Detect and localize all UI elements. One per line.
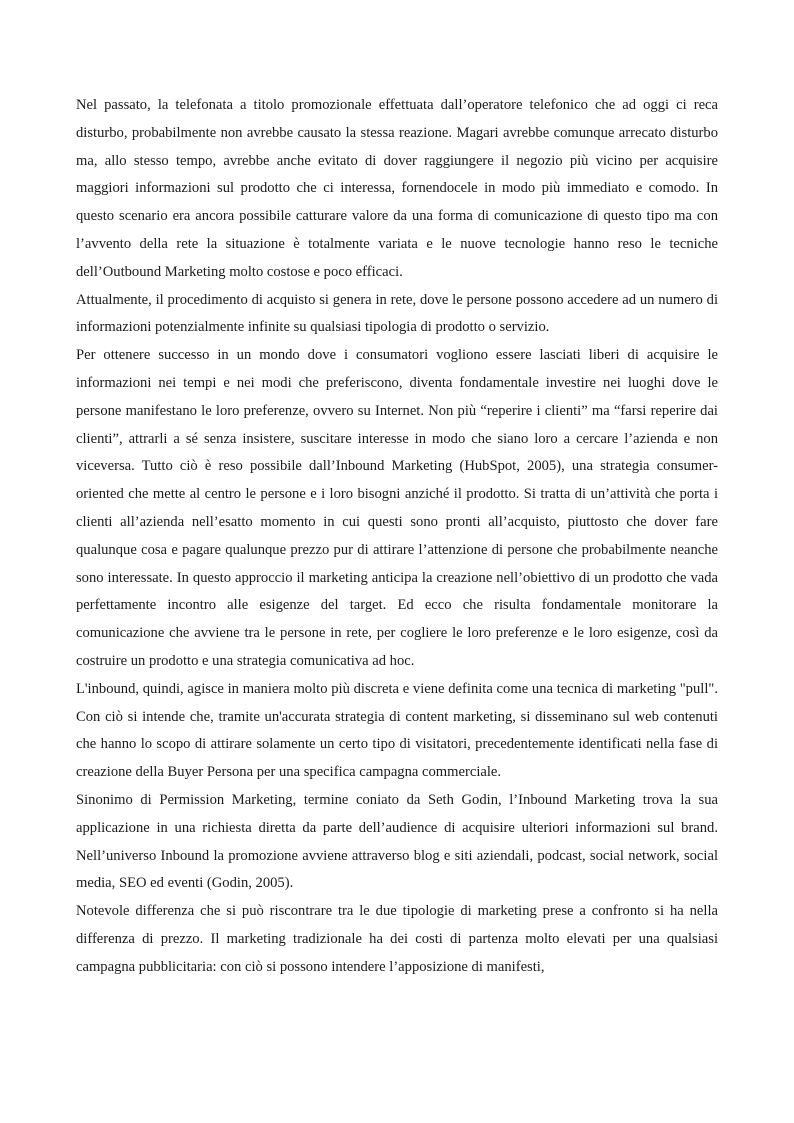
paragraph-outbound-history: Nel passato, la telefonata a titolo promozionale effettuata dall’operatore telefonico che ad oggi ci reca disturbo, probabilmente non avrebbe causato la stessa reazione. Magari avrebbe comunque arrecato disturbo ma, allo stesso tempo, avrebbe anche evitato di dover raggiungere il negozio più vicino per acquisire maggiori informazioni sul prodotto che ci interessa, fornendocele in modo più immediato e comodo. In questo scenario era ancora possibile catturare valore da una forma di comunicazione di questo tipo ma con l’avvento della rete la situazione è totalmente variata e le nuove tecnologie hanno reso le tecniche dell’Outbound Marketing molto costose e poco efficaci. xyxy=(76,97,718,280)
paragraph-online-purchase: Attualmente, il procedimento di acquisto si genera in rete, dove le persone possono accedere ad un numero di informazioni potenzialmente infinite su qualsiasi tipologia di prodotto o servizio. xyxy=(76,291,718,336)
paragraph-inbound-marketing: Per ottenere successo in un mondo dove i consumatori vogliono essere lasciati liberi di acquisire le informazioni nei tempi e nei modi che preferiscono, diventa fondamentale investire nei luoghi dove le persone manifestano le loro preferenze, ovvero su Internet. Non più “reperire i clienti” ma “farsi reperire dai clienti”, attrarli a sé senza insistere, suscitare interesse in modo che siano loro a cercare l’azienda e non viceversa. Tutto ciò è reso possibile dall’Inbound Marketing (HubSpot, 2005), una strategia consumer-oriented che mette al centro le persone e i loro bisogni anziché il prodotto. Si tratta di un’attività che porta i clienti all’azienda nell’esatto momento in cui questi sono pronti all’acquisto, piuttosto che dover fare qualunque cosa e pagare qualunque prezzo pur di attirare l’attenzione di persone che probabilmente neanche sono interessate. In questo approccio il marketing anticipa la creazione nell’obiettivo di un prodotto che vada perfettamente incontro alle esigenze del target. Ed ecco che risulta fondamentale monitorare la comunicazione che avviene tra le persone in rete, per cogliere le loro preferenze e le loro esigenze, così da costruire un prodotto e una strategia comunicativa ad hoc. xyxy=(76,347,718,669)
paragraph-price-difference: Notevole differenza che si può riscontrare tra le due tipologie di marketing prese a confronto si ha nella differenza di prezzo. Il marketing tradizionale ha dei costi di partenza molto elevati per una qualsiasi campagna pubblicitaria: con ciò si possono intendere l’apposizione di manifesti, xyxy=(76,903,718,975)
paragraph-pull-marketing: L'inbound, quindi, agisce in maniera molto più discreta e viene definita come una tecnica di marketing "pull". Con ciò si intende che, tramite un'accurata strategia di content marketing, si disseminano sul web contenuti che hanno lo scopo di attirare solamente un certo tipo di visitatori, precedentemente identificati nella fase di creazione della Buyer Persona per una specifica campagna commerciale. xyxy=(76,680,718,781)
paragraph-permission-marketing: Sinonimo di Permission Marketing, termine coniato da Seth Godin, l’Inbound Marketing trova la sua applicazione in una richiesta diretta da parte dell’audience di acquisire ulteriori informazioni sul brand. Nell’universo Inbound la promozione avviene attraverso blog e siti aziendali, podcast, social network, social media, SEO ed eventi (Godin, 2005). xyxy=(76,791,718,892)
document-page xyxy=(76,92,718,982)
